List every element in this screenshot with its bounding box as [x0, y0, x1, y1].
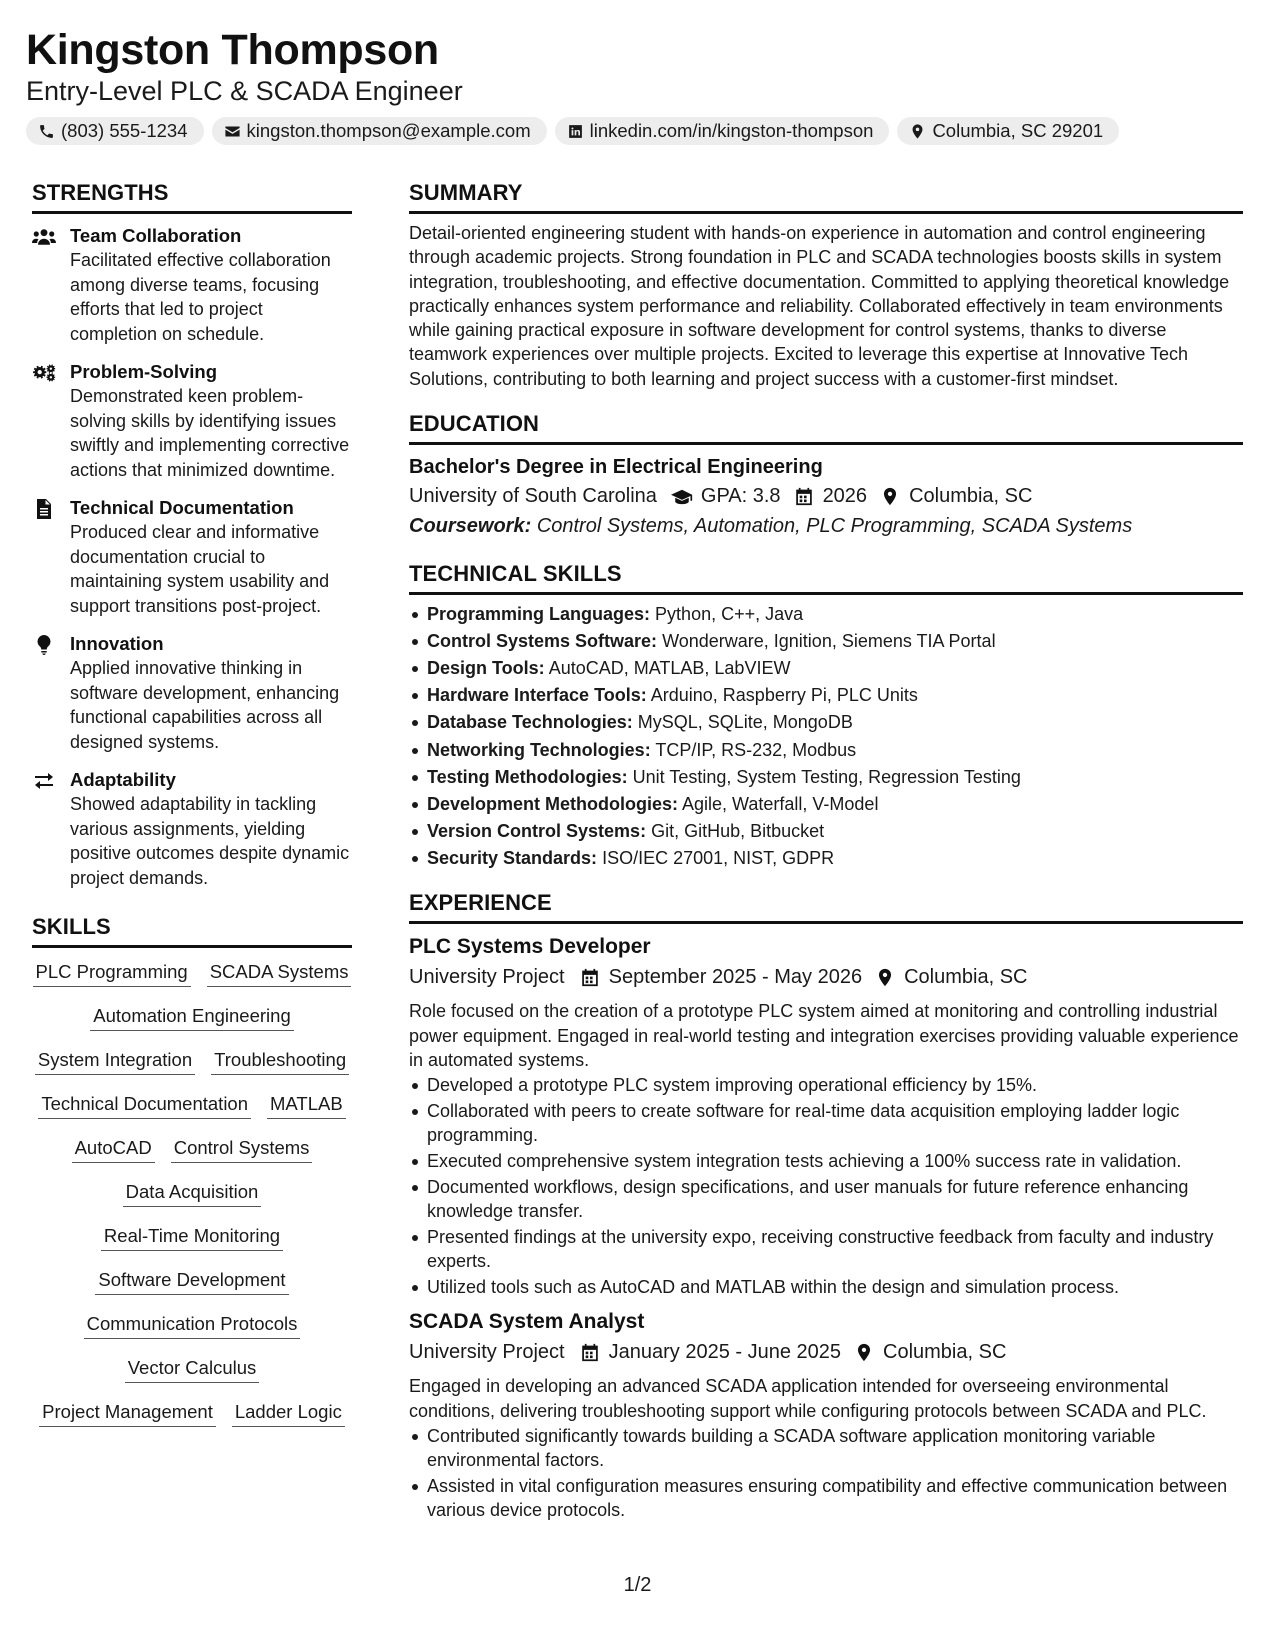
strength-item — [32, 224, 352, 346]
job-bullet: Assisted in vital configuration measures ensuring compatibility and effective communication between various device protocols. — [409, 1474, 1243, 1523]
strengths-heading: STRENGTHS — [32, 178, 352, 214]
job-description: Engaged in developing an advanced SCADA application intended for overseeing environmental conditions, delivering troubleshooting support while configuring protocols between SCADA and PLC. — [409, 1376, 1207, 1421]
strength-item — [32, 768, 352, 890]
school-name: University of South Carolina — [409, 485, 657, 508]
experience-item — [409, 1307, 1243, 1522]
technical-skill-label: Testing Methodologies: — [427, 766, 628, 787]
technical-skill-label: Control Systems Software: — [427, 631, 658, 652]
technical-skill-item — [409, 683, 1243, 707]
skill-tag: Control Systems — [171, 1135, 313, 1163]
contact-bar — [26, 117, 1256, 145]
experience-item — [409, 932, 1243, 1299]
map-pin-icon — [853, 1343, 875, 1362]
job-title: PLC Systems Developer — [409, 935, 651, 959]
skill-tag: Real-Time Monitoring — [101, 1223, 283, 1251]
technical-skill-value: Python, C++, Java — [655, 604, 804, 625]
strength-title: Problem-Solving — [70, 361, 217, 382]
technical-skill-value: Git, GitHub, Bitbucket — [651, 820, 825, 841]
page-number: 1/2 — [623, 1574, 652, 1596]
location-text: Columbia, SC 29201 — [932, 120, 1104, 141]
gears-icon — [32, 363, 56, 383]
strength-desc: Applied innovative thinking in software development, enhancing functional capabilities across all designed systems. — [70, 658, 340, 752]
strengths-list — [32, 224, 352, 890]
technical-skill-item — [409, 765, 1243, 789]
linkedin-text: linkedin.com/in/kingston-thompson — [589, 120, 874, 141]
job-bullet: Collaborated with peers to create software for real-time data acquisition employing ladder logic programming. — [409, 1099, 1243, 1148]
skills-section — [32, 912, 352, 1443]
skill-tag: MATLAB — [267, 1091, 346, 1119]
strength-title: Innovation — [70, 633, 164, 654]
left-column — [32, 178, 352, 1443]
job-meta — [409, 962, 1243, 992]
technical-skills-heading: TECHNICAL SKILLS — [409, 559, 1243, 595]
education-meta — [409, 481, 1243, 511]
education-heading: EDUCATION — [409, 409, 1243, 445]
skill-tag: Software Development — [95, 1267, 288, 1295]
arrows-exchange-icon — [32, 771, 56, 791]
education-location: Columbia, SC — [909, 485, 1033, 508]
summary-heading: SUMMARY — [409, 178, 1243, 214]
calendar-icon — [793, 487, 815, 506]
technical-skills-list — [409, 602, 1243, 870]
job-meta — [409, 1337, 1243, 1367]
technical-skill-label: Development Methodologies: — [427, 793, 679, 814]
summary-text: Detail-oriented engineering student with hands-on experience in automation and control engineering through academic projects. Strong foundation in PLC and SCADA technologies boosts skills in system integration, troubleshooting, and effective documentation. Committed to applying theoretical knowledge practically enhances system performance and reliability. Collaborated effectively in team environments while gaining practical exposure in software development for control systems, thanks to diverse teamwork experiences over multiple projects. Excited to leverage this expertise at Innovative Tech Solutions, contributing to both learning and project success with a customer-first mindset. — [409, 223, 1230, 389]
graduation-cap-icon — [671, 487, 693, 506]
envelope-icon — [224, 123, 241, 140]
coursework — [409, 511, 1243, 541]
contact-location — [897, 117, 1119, 145]
strength-title: Adaptability — [70, 769, 176, 790]
technical-skill-item — [409, 792, 1243, 816]
skill-tag: Communication Protocols — [84, 1311, 301, 1339]
experience-section — [409, 888, 1243, 1522]
skill-tag: Data Acquisition — [123, 1179, 262, 1207]
skill-tag: System Integration — [35, 1047, 195, 1075]
technical-skill-item — [409, 602, 1243, 626]
job-bullet: Executed comprehensive system integration tests achieving a 100% success rate in validation. — [409, 1149, 1243, 1173]
experience-heading: EXPERIENCE — [409, 888, 1243, 924]
technical-skill-value: Wonderware, Ignition, Siemens TIA Portal — [662, 631, 996, 652]
technical-skill-item — [409, 710, 1243, 734]
technical-skill-item — [409, 846, 1243, 870]
coursework-list: Control Systems, Automation, PLC Programming, SCADA Systems — [536, 515, 1133, 538]
phone-text: (803) 555-1234 — [61, 120, 188, 141]
technical-skill-item — [409, 819, 1243, 843]
resume-header — [26, 24, 1256, 145]
technical-skill-item — [409, 656, 1243, 680]
strength-item — [32, 496, 352, 618]
contact-phone — [26, 117, 204, 145]
skill-tag: SCADA Systems — [207, 959, 352, 987]
technical-skill-label: Security Standards: — [427, 847, 598, 868]
job-bullets — [409, 1073, 1243, 1299]
skill-tag: Automation Engineering — [90, 1003, 293, 1031]
job-location: Columbia, SC — [904, 966, 1028, 989]
calendar-icon — [579, 1343, 601, 1362]
degree-title: Bachelor's Degree in Electrical Engineering — [409, 456, 823, 479]
calendar-icon — [579, 968, 601, 987]
technical-skill-label: Networking Technologies: — [427, 739, 651, 760]
strength-desc: Demonstrated keen problem-solving skills by identifying issues swiftly and implementing corrective actions that minimized downtime. — [70, 386, 350, 480]
job-location: Columbia, SC — [883, 1341, 1007, 1364]
map-pin-icon — [874, 968, 896, 987]
technical-skill-value: Agile, Waterfall, V-Model — [682, 793, 879, 814]
job-bullet: Developed a prototype PLC system improving operational efficiency by 15%. — [409, 1073, 1243, 1097]
experience-list — [409, 932, 1243, 1522]
technical-skill-item — [409, 738, 1243, 762]
graduation-year: 2026 — [822, 485, 868, 508]
map-pin-icon — [879, 487, 901, 506]
job-description: Role focused on the creation of a prototype PLC system aimed at monitoring and controlling industrial power equipment. Engaged in real-world testing and integration exercises providing valuable experience in automated systems. — [409, 1001, 1239, 1070]
technical-skill-value: TCP/IP, RS-232, Modbus — [655, 739, 857, 760]
technical-skill-value: Unit Testing, System Testing, Regression Testing — [632, 766, 1021, 787]
contact-linkedin — [555, 117, 890, 145]
skills-tags — [32, 959, 352, 1443]
lightbulb-icon — [32, 635, 56, 655]
technical-skill-value: Arduino, Raspberry Pi, PLC Units — [650, 685, 918, 706]
job-bullet: Utilized tools such as AutoCAD and MATLAB within the design and simulation process. — [409, 1275, 1243, 1299]
right-column — [409, 178, 1243, 1524]
skill-tag: Project Management — [39, 1399, 216, 1427]
document-icon — [32, 499, 56, 519]
phone-icon — [38, 123, 55, 140]
skill-tag: Troubleshooting — [211, 1047, 349, 1075]
coursework-label: Coursework: — [409, 515, 532, 538]
technical-skill-label: Programming Languages: — [427, 604, 651, 625]
skill-tag: PLC Programming — [33, 959, 191, 987]
candidate-name: Kingston Thompson — [26, 26, 439, 74]
gpa: GPA: 3.8 — [700, 485, 781, 508]
skill-tag: Technical Documentation — [38, 1091, 251, 1119]
summary-section — [409, 178, 1243, 391]
job-bullet: Contributed significantly towards building a SCADA software application monitoring variable environmental factors. — [409, 1424, 1243, 1473]
strength-title: Technical Documentation — [70, 497, 294, 518]
job-org: University Project — [409, 966, 565, 989]
strength-title: Team Collaboration — [70, 225, 242, 246]
linkedin-icon — [567, 123, 584, 140]
skill-tag: Vector Calculus — [125, 1355, 260, 1383]
job-bullet: Presented findings at the university expo, receiving constructive feedback from faculty and industry experts. — [409, 1225, 1243, 1274]
skill-tag: Ladder Logic — [232, 1399, 345, 1427]
strength-desc: Facilitated effective collaboration among diverse teams, focusing efforts that led to project completion on schedule. — [70, 250, 331, 344]
email-text: kingston.thompson@example.com — [246, 120, 531, 141]
technical-skill-label: Database Technologies: — [427, 712, 633, 733]
technical-skill-value: ISO/IEC 27001, NIST, GDPR — [602, 847, 835, 868]
users-icon — [32, 227, 56, 247]
skill-tag: AutoCAD — [72, 1135, 155, 1163]
strength-item — [32, 632, 352, 754]
technical-skills-section — [409, 559, 1243, 870]
map-pin-icon — [909, 123, 926, 140]
technical-skill-label: Hardware Interface Tools: — [427, 685, 647, 706]
job-dates: January 2025 - June 2025 — [608, 1341, 842, 1364]
education-section — [409, 409, 1243, 541]
job-bullets — [409, 1424, 1243, 1523]
candidate-title: Entry-Level PLC & SCADA Engineer — [26, 76, 463, 106]
strength-item — [32, 360, 352, 482]
skills-heading: SKILLS — [32, 912, 352, 948]
technical-skill-item — [409, 629, 1243, 653]
contact-email — [212, 117, 547, 145]
technical-skill-label: Design Tools: — [427, 658, 545, 679]
technical-skill-value: MySQL, SQLite, MongoDB — [637, 712, 853, 733]
strength-desc: Showed adaptability in tackling various assignments, yielding positive outcomes despite dynamic project demands. — [70, 794, 350, 888]
job-org: University Project — [409, 1341, 565, 1364]
strength-desc: Produced clear and informative documentation crucial to maintaining system usability and support transitions post-project. — [70, 522, 330, 616]
job-title: SCADA System Analyst — [409, 1310, 645, 1334]
technical-skill-label: Version Control Systems: — [427, 820, 647, 841]
job-bullet: Documented workflows, design specifications, and user manuals for future reference enhancing knowledge transfer. — [409, 1175, 1243, 1224]
job-dates: September 2025 - May 2026 — [608, 966, 863, 989]
technical-skill-value: AutoCAD, MATLAB, LabVIEW — [548, 658, 791, 679]
